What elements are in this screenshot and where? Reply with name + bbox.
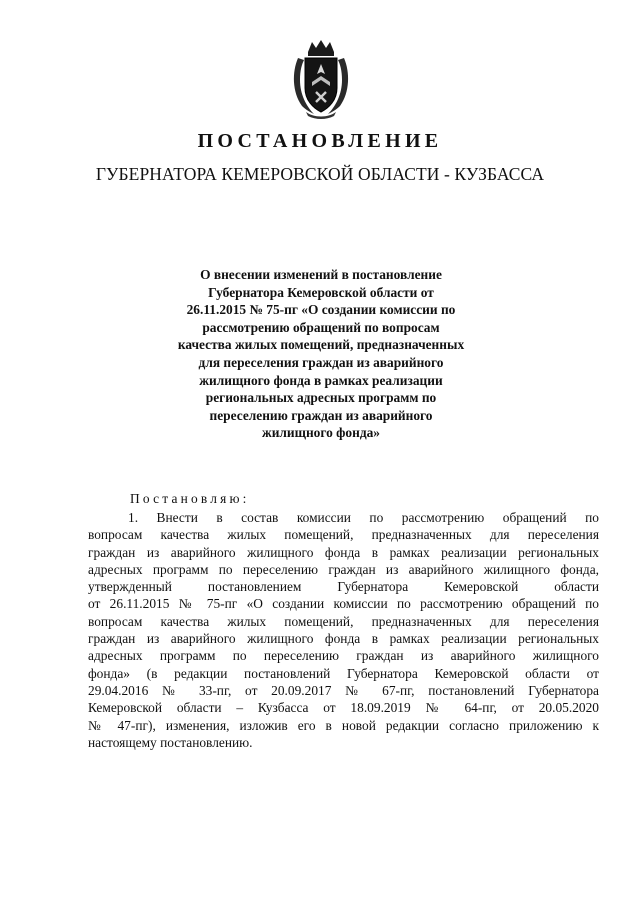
document-type-title: ПОСТАНОВЛЕНИЕ <box>197 130 443 152</box>
paragraph-line: настоящему постановлению. <box>88 734 253 750</box>
subject-line: региональных адресных программ по <box>205 390 437 406</box>
coat-of-arms-icon <box>290 38 352 120</box>
subject-line: Губернатора Кемеровской области от <box>208 284 434 300</box>
paragraph-line: граждан из аварийного жилищного фонда в рамках реализации региональных <box>88 544 599 560</box>
document-subject <box>160 266 482 442</box>
issuer-title: ГУБЕРНАТОРА КЕМЕРОВСКОЙ ОБЛАСТИ - КУЗБАССА <box>95 164 545 184</box>
paragraph-line: вопросам качества жилых помещений, предназначенных для переселения <box>88 527 599 543</box>
subject-line: О внесении изменений в постановление <box>200 267 442 282</box>
paragraph-line: адресных программ по переселению граждан из аварийного жилищного фонда, <box>88 561 599 577</box>
subject-line: жилищного фонда в рамках реализации <box>199 372 443 388</box>
paragraph-line: от 26.11.2015 № 75-пг «О создании комиссии по рассмотрению обращений по <box>88 596 599 612</box>
paragraph-line: фонда» (в редакции постановлений Губернатора Кемеровской области от <box>88 665 599 681</box>
paragraph-line: вопросам качества жилых помещений, предназначенных для переселения <box>88 613 599 629</box>
subject-line: для переселения граждан из аварийного <box>198 354 444 370</box>
subject-line: рассмотрению обращений по вопросам <box>202 319 440 335</box>
paragraph-line: граждан из аварийного жилищного фонда в рамках реализации региональных <box>88 631 599 647</box>
paragraph-line: 1. Внести в состав комиссии по рассмотрению обращений по <box>128 510 599 525</box>
subject-line: переселению граждан из аварийного <box>209 407 433 423</box>
paragraph-line: 29.04.2016 № 33-пг, от 20.09.2017 № 67-пг, постановлений Губернатора <box>88 682 599 698</box>
body-paragraph <box>88 509 599 751</box>
paragraph-line: адресных программ по переселению граждан из аварийного жилищного <box>88 648 599 664</box>
paragraph-line: Кемеровской области – Кузбасса от 18.09.2019 № 64-пг, от 20.05.2020 <box>88 700 599 716</box>
subject-line: жилищного фонда» <box>262 425 380 441</box>
decree-word: Постановляю: <box>130 491 250 506</box>
paragraph-line: № 47-пг), изменения, изложив его в новой редакции согласно приложению к <box>88 717 599 733</box>
subject-line: 26.11.2015 № 75-пг «О создании комиссии по <box>186 302 456 318</box>
subject-line: качества жилых помещений, предназначенных <box>177 337 465 353</box>
paragraph-line: утвержденный постановлением Губернатора Кемеровской области <box>88 579 599 595</box>
